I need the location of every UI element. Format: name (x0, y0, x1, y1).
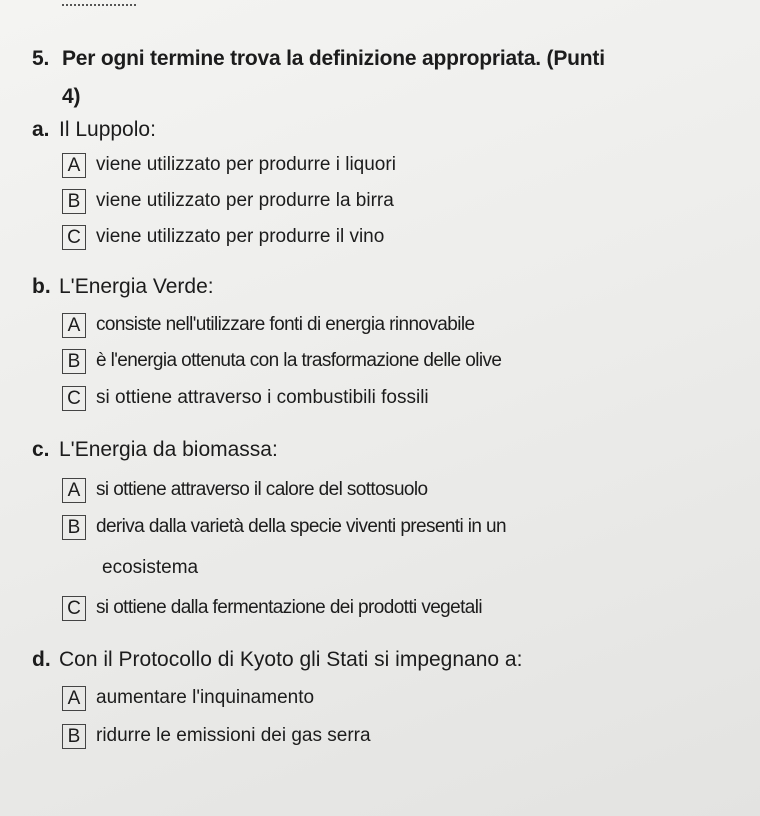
item-b-text: L'Energia Verde: (59, 275, 214, 298)
item-b-option-c[interactable] (62, 385, 429, 411)
option-text: ridurre le emissioni dei gas serra (96, 725, 371, 746)
item-a-prompt (32, 117, 156, 143)
item-d-letter: d. (32, 648, 51, 671)
item-c-prompt (32, 437, 278, 463)
question-title-line2: 4) (62, 85, 81, 108)
item-d-text: Con il Protocollo di Kyoto gli Stati si impegnano a: (59, 648, 523, 671)
item-b-prompt (32, 274, 214, 300)
option-key-box[interactable]: A (62, 478, 86, 503)
item-d-option-a[interactable] (62, 685, 314, 711)
item-c-option-b[interactable] (62, 514, 506, 540)
option-key-box[interactable]: B (62, 349, 86, 374)
option-text: si ottiene attraverso il calore del sottosuolo (96, 479, 428, 500)
option-key-box[interactable]: A (62, 686, 86, 711)
item-c-option-b-continuation: ecosistema (102, 557, 199, 578)
item-a-option-a[interactable] (62, 152, 396, 178)
question-number: 5. (32, 47, 50, 70)
item-a-option-c[interactable] (62, 224, 384, 250)
item-c-letter: c. (32, 438, 50, 461)
question-title (32, 40, 632, 116)
option-text: si ottiene attraverso i combustibili fossili (96, 387, 429, 408)
item-b-option-b[interactable] (62, 348, 501, 374)
option-key-box[interactable]: B (62, 189, 86, 214)
item-a-letter: a. (32, 118, 50, 141)
item-d-prompt (32, 647, 522, 673)
option-text: si ottiene dalla fermentazione dei prodotti vegetali (96, 597, 483, 618)
option-text: consiste nell'utilizzare fonti di energia rinnovabile (96, 314, 475, 335)
option-text: viene utilizzato per produrre la birra (96, 190, 394, 211)
option-key-box[interactable]: B (62, 515, 86, 540)
question-title-line1: Per ogni termine trova la definizione appropriata. (Punti (62, 47, 605, 70)
item-a-text: Il Luppolo: (59, 118, 156, 141)
option-key-box[interactable]: C (62, 225, 86, 250)
option-key-box[interactable]: A (62, 153, 86, 178)
option-text: viene utilizzato per produrre i liquori (96, 154, 396, 175)
item-d-option-b[interactable] (62, 723, 371, 749)
item-c-text: L'Energia da biomassa: (59, 438, 278, 461)
item-b-option-a[interactable] (62, 312, 474, 338)
option-text: viene utilizzato per produrre il vino (96, 226, 385, 247)
option-key-box[interactable]: A (62, 313, 86, 338)
dotted-answer-line (62, 4, 136, 6)
item-c-option-c[interactable] (62, 595, 482, 621)
option-key-box[interactable]: B (62, 724, 86, 749)
item-a-option-b[interactable] (62, 188, 394, 214)
item-b-letter: b. (32, 275, 51, 298)
option-key-box[interactable]: C (62, 386, 86, 411)
item-c-option-a[interactable] (62, 477, 427, 503)
option-text: è l'energia ottenuta con la trasformazione delle olive (96, 350, 502, 371)
option-text: aumentare l'inquinamento (96, 687, 315, 708)
option-key-box[interactable]: C (62, 596, 86, 621)
option-text: deriva dalla varietà della specie viventi presenti in un (96, 516, 506, 537)
